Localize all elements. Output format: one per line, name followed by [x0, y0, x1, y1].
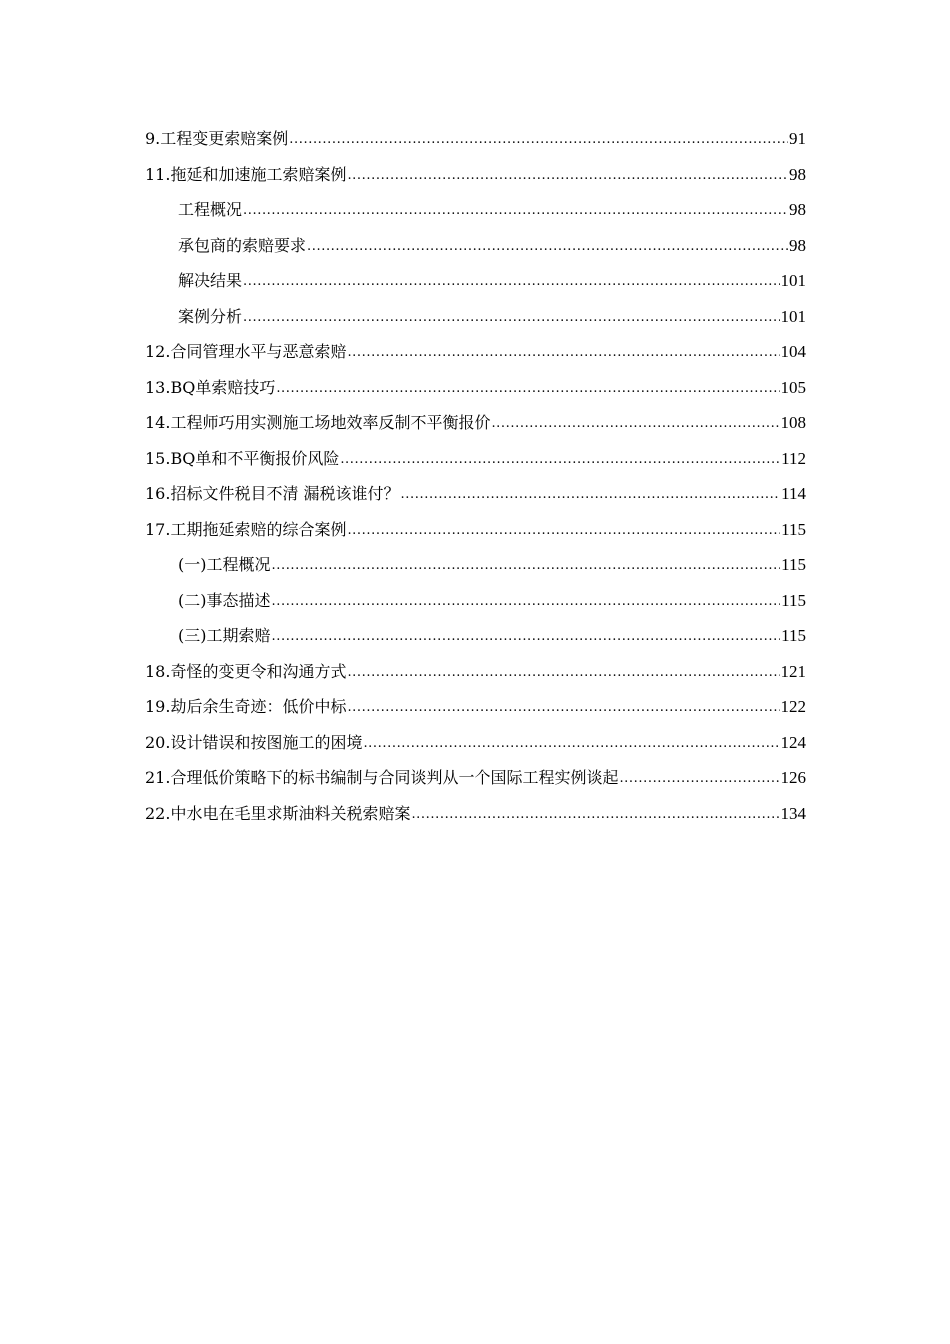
toc-entry-title: 19.劫后余生奇迹：低价中标 [145, 697, 347, 716]
toc-page-number: 98 [789, 164, 806, 184]
toc-entry[interactable] [145, 405, 806, 441]
toc-page-number: 91 [789, 129, 806, 148]
toc-entry-title: 案例分析 [178, 306, 243, 326]
toc-entry-title: 16.招标文件税目不清 漏税该谁付？ [145, 484, 400, 503]
toc-page-number: 115 [781, 590, 806, 610]
toc-dot-leader [347, 513, 780, 549]
toc-entry[interactable] [145, 476, 806, 512]
toc-page-number: 121 [780, 661, 806, 681]
toc-entry-title: 14.工程师巧用实测施工场地效率反制不平衡报价 [145, 413, 491, 432]
toc-entry[interactable] [145, 547, 806, 583]
toc-dot-leader [307, 229, 788, 265]
toc-page-number: 115 [781, 555, 806, 574]
toc-page-number: 105 [780, 377, 806, 397]
toc-entry[interactable] [145, 512, 806, 548]
toc-dot-leader [401, 477, 781, 513]
toc-dot-leader [340, 442, 780, 478]
toc-dot-leader [491, 406, 779, 442]
toc-dot-leader [363, 726, 779, 762]
toc-entry[interactable] [145, 689, 806, 725]
toc-entry-title: (三)工期索赔 [178, 626, 271, 645]
toc-page-number: 134 [780, 803, 806, 823]
toc-entry[interactable] [145, 725, 806, 761]
toc-page-number: 114 [781, 484, 806, 503]
toc-dot-leader [276, 371, 779, 407]
toc-entry-title: (二)事态描述 [178, 590, 271, 610]
toc-entry-title: 15.BQ单和不平衡报价风险 [145, 448, 340, 468]
toc-entry-title: 9.工程变更索赔案例 [145, 129, 289, 148]
toc-entry-title: 承包商的索赔要求 [178, 235, 307, 255]
toc-entry[interactable] [145, 441, 806, 477]
toc-dot-leader [411, 797, 779, 833]
toc-dot-leader [347, 335, 779, 371]
toc-page-number: 101 [780, 271, 806, 290]
toc-entry[interactable] [145, 334, 806, 370]
toc-entry-title: 17.工期拖延索赔的综合案例 [145, 519, 347, 539]
toc-entry-title: 21.合理低价策略下的标书编制与合同谈判从一个国际工程实例谈起 [145, 768, 619, 787]
toc-entry-title: 工程概况 [178, 200, 243, 219]
toc-dot-leader [243, 300, 779, 336]
toc-entry[interactable] [145, 654, 806, 690]
toc-entry[interactable] [145, 583, 806, 619]
toc-dot-leader [243, 264, 779, 300]
toc-entry-title: 解决结果 [178, 271, 243, 290]
toc-entry-title: 22.中水电在毛里求斯油料关税索赔案 [145, 803, 411, 823]
toc-page-number: 126 [780, 768, 806, 787]
toc-entry[interactable] [145, 263, 806, 299]
toc-entry-title: 13.BQ单索赔技巧 [145, 377, 276, 397]
toc-entry[interactable] [145, 618, 806, 654]
toc-dot-leader [347, 690, 779, 726]
toc-entry-title: 12.合同管理水平与恶意索赔 [145, 342, 347, 361]
toc-entry[interactable] [145, 370, 806, 406]
toc-dot-leader [347, 158, 788, 194]
toc-page-number: 115 [781, 519, 806, 539]
toc-dot-leader [272, 584, 781, 620]
toc-page-number: 115 [781, 626, 806, 645]
toc-page-number: 112 [781, 448, 806, 468]
toc-dot-leader [272, 619, 781, 655]
toc-entry[interactable] [145, 228, 806, 264]
toc-dot-leader [272, 548, 781, 584]
toc-entry[interactable] [145, 121, 806, 157]
toc-page-number: 108 [780, 413, 806, 432]
toc-entry[interactable] [145, 760, 806, 796]
toc-entry[interactable] [145, 796, 806, 832]
toc-page-number: 101 [780, 306, 806, 326]
toc-page-number: 122 [780, 697, 806, 716]
toc-dot-leader [347, 655, 779, 691]
toc-entry-title: 11.拖延和加速施工索赔案例 [145, 164, 347, 184]
toc-entry-title: 20.设计错误和按图施工的困境 [145, 732, 363, 752]
toc-entry[interactable] [145, 157, 806, 193]
toc-dot-leader [289, 122, 788, 158]
toc-page-number: 98 [789, 235, 806, 255]
table-of-contents [145, 121, 806, 831]
toc-page-number: 98 [789, 200, 806, 219]
toc-page-number: 104 [780, 342, 806, 361]
toc-entry-title: 18.奇怪的变更令和沟通方式 [145, 661, 347, 681]
toc-entry[interactable] [145, 299, 806, 335]
toc-dot-leader [243, 193, 788, 229]
toc-entry-title: (一)工程概况 [178, 555, 271, 574]
toc-entry[interactable] [145, 192, 806, 228]
toc-page-number: 124 [780, 732, 806, 752]
toc-dot-leader [619, 761, 779, 797]
